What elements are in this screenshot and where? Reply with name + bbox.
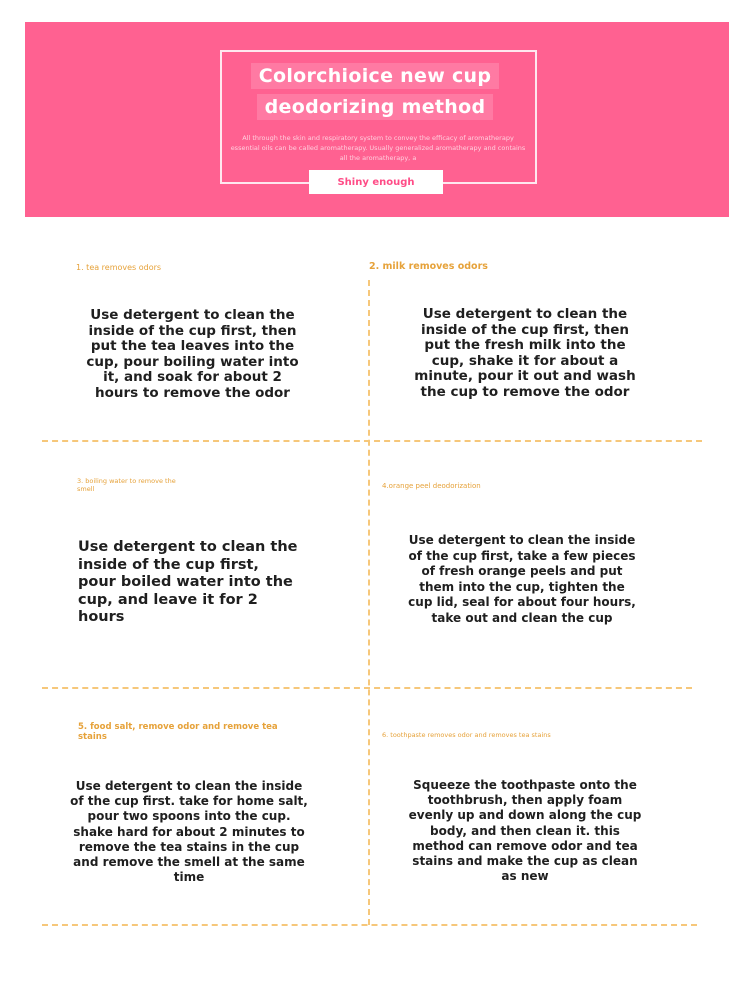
- row-divider-1: [42, 440, 702, 442]
- banner-subtitle: All through the skin and respiratory system to convey the efficacy of aromatherapy essential oils can be called aromatherapy. Usually generalized aromatherapy and contains all the aromatherapy, a: [230, 134, 526, 162]
- method-5-heading: 5. food salt, remove odor and remove tea stains: [78, 722, 278, 742]
- method-4-text: Use detergent to clean the inside of the cup first, take a few pieces of fresh orange peels and put them into the cup, tighten the cup lid, seal for about four hours, take out and clean the cup: [408, 533, 636, 625]
- banner-title-line2: deodorizing method: [0, 96, 750, 118]
- center-divider: [368, 280, 370, 925]
- row-divider-2: [42, 687, 692, 689]
- banner-title-line1: Colorchioice new cup: [0, 65, 750, 87]
- method-2-heading: 2. milk removes odors: [369, 261, 488, 272]
- method-3-heading: 3. boiling water to remove the smell: [77, 477, 176, 493]
- method-3-text: Use detergent to clean the inside of the cup first, pour boiled water into the cup, and leave it for 2 hours: [78, 539, 298, 625]
- method-1-text: Use detergent to clean the inside of the cup first, then put the tea leaves into the cup, pour boiling water into it, and soak for about 2 hours to remove the odor: [86, 307, 299, 401]
- method-6-heading: 6. toothpaste removes odor and removes tea stains: [382, 731, 551, 739]
- method-4-heading: 4.orange peel deodorization: [382, 482, 481, 490]
- method-5-text: Use detergent to clean the inside of the cup first. take for home salt, pour two spoons into the cup. shake hard for about 2 minutes to remove the tea stains in the cup and remove the smell at the same time: [70, 779, 308, 885]
- method-6-text: Squeeze the toothpaste onto the toothbrush, then apply foam evenly up and down along the cup body, and then clean it. this method can remove odor and tea stains and make the cup as clean as new: [408, 778, 642, 884]
- shiny-enough-button[interactable]: Shiny enough: [309, 170, 443, 194]
- method-1-heading: 1. tea removes odors: [76, 263, 162, 272]
- method-2-text: Use detergent to clean the inside of the cup first, then put the fresh milk into the cup, shake it for about a minute, pour it out and wash the cup to remove the odor: [414, 306, 636, 400]
- row-divider-3: [42, 924, 697, 926]
